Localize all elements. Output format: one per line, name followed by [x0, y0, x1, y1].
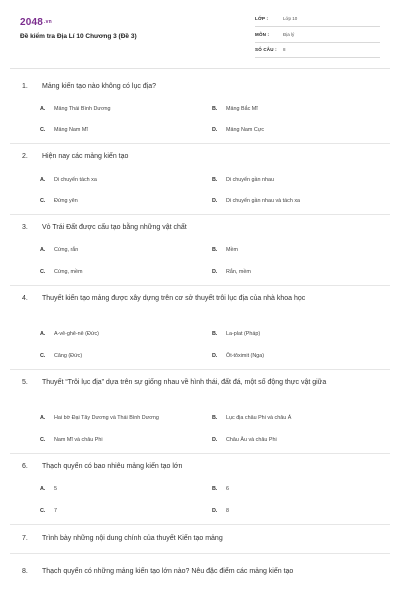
meta-class-row: [255, 14, 380, 27]
option-text: Cứng, mềm: [54, 269, 83, 275]
meta-label: MÔN :: [255, 32, 270, 37]
option-letter: A.: [40, 415, 46, 421]
option-text: Mảng Nam Mĩ: [54, 127, 88, 133]
question-number: 4.: [22, 295, 28, 302]
option-text: Mềm: [226, 247, 238, 253]
option-2b[interactable]: [212, 177, 274, 183]
option-letter: A.: [40, 177, 46, 183]
option-2a[interactable]: [40, 177, 97, 183]
option-2d[interactable]: [212, 198, 300, 204]
option-6b[interactable]: [212, 486, 229, 492]
option-text: Mảng Nam Cực: [226, 127, 265, 133]
meta-subject-row: [255, 30, 380, 43]
option-3c[interactable]: [40, 269, 82, 275]
question-divider: [10, 553, 390, 554]
option-letter: D.: [212, 198, 218, 204]
question-number: 6.: [22, 463, 28, 470]
option-4c[interactable]: [40, 353, 82, 359]
option-letter: D.: [212, 508, 218, 514]
option-1a[interactable]: [40, 106, 111, 112]
option-4d[interactable]: [212, 353, 264, 359]
question-divider: [10, 285, 390, 286]
meta-value: Lớp 10: [283, 16, 298, 21]
option-text: Mảng Bắc Mĩ: [226, 106, 258, 112]
question-divider: [10, 453, 390, 454]
document-title: Đề kiểm tra Địa Lí 10 Chương 3 (Đề 3): [20, 33, 137, 40]
option-5c[interactable]: [40, 437, 103, 443]
option-letter: D.: [212, 437, 218, 443]
question-text: Trình bày những nội dung chính của thuyết Kiến tạo mảng: [42, 535, 223, 542]
question-number: 5.: [22, 379, 28, 386]
question-text: Thạch quyển có những mảng kiến tạo lớn nào? Nêu đặc điểm các mảng kiến tạo: [42, 568, 294, 575]
option-6c[interactable]: [40, 508, 57, 514]
option-text: Căng (Đức): [54, 353, 83, 359]
question-text: Thuyết “Trôi lục địa” dựa trên sự giống nhau về hình thái, đất đá, một số động thực vật giữa: [42, 379, 327, 386]
option-text: Cứng, rắn: [54, 247, 79, 253]
option-text: 8: [226, 508, 229, 514]
option-5b[interactable]: [212, 415, 291, 421]
question-text: Mảng kiến tạo nào không có lục địa?: [42, 83, 157, 90]
question-number: 2.: [22, 153, 28, 160]
option-text: 6: [226, 486, 229, 492]
question-number: 3.: [22, 224, 28, 231]
header-divider: [10, 68, 390, 69]
option-letter: D.: [212, 353, 218, 359]
option-text: Di chuyển gần nhau: [226, 177, 274, 183]
option-letter: C.: [40, 437, 46, 443]
option-letter: C.: [40, 127, 46, 133]
option-text: 5: [54, 486, 57, 492]
option-4a[interactable]: [40, 331, 99, 337]
option-text: Mảng Thái Bình Dương: [54, 106, 111, 112]
header: [0, 0, 400, 70]
question-divider: [10, 214, 390, 215]
option-text: Ôt-tôximit (Nga): [226, 353, 265, 359]
option-text: Lục địa châu Phi và châu Á: [226, 415, 292, 421]
option-letter: D.: [212, 269, 218, 275]
site-logo[interactable]: [20, 17, 52, 28]
option-letter: A.: [40, 247, 46, 253]
question-divider: [10, 369, 390, 370]
option-text: Đứng yên: [54, 198, 78, 204]
option-letter: B.: [212, 415, 218, 421]
option-letter: B.: [212, 486, 218, 492]
option-letter: D.: [212, 127, 218, 133]
option-6d[interactable]: [212, 508, 229, 514]
question-divider: [10, 143, 390, 144]
meta-value: Địa lý: [283, 32, 295, 37]
option-6a[interactable]: [40, 486, 57, 492]
option-text: Di chuyển gần nhau và tách xa: [226, 198, 301, 204]
question-text: Thạch quyển có bao nhiêu mảng kiến tạo lớn: [42, 463, 183, 470]
meta-count-row: [255, 45, 380, 58]
meta-value: 8: [283, 47, 286, 52]
option-letter: B.: [212, 177, 218, 183]
option-text: A-vê-ghê-nê (Đức): [54, 331, 99, 337]
option-4b[interactable]: [212, 331, 260, 337]
option-letter: C.: [40, 198, 46, 204]
question-divider: [10, 524, 390, 525]
question-number: 8.: [22, 568, 28, 575]
option-1b[interactable]: [212, 106, 258, 112]
option-letter: C.: [40, 269, 46, 275]
question-number: 1.: [22, 83, 28, 90]
meta-label: LỚP :: [255, 16, 269, 21]
option-text: Nam Mĩ và châu Phi: [54, 437, 103, 443]
meta-label: SỐ CÂU :: [255, 47, 277, 52]
option-text: 7: [54, 508, 57, 514]
question-text: Hiện nay các mảng kiến tạo: [42, 153, 129, 160]
option-letter: B.: [212, 247, 218, 253]
option-5a[interactable]: [40, 415, 159, 421]
option-text: Hai bờ Đại Tây Dương và Thái Bình Dương: [54, 415, 159, 421]
option-letter: A.: [40, 331, 46, 337]
option-3d[interactable]: [212, 269, 251, 275]
option-text: Châu Âu và châu Phi: [226, 437, 277, 443]
option-text: Rắn, mềm: [226, 269, 251, 275]
option-letter: A.: [40, 106, 46, 112]
option-letter: B.: [212, 106, 218, 112]
option-text: Di chuyển tách xa: [54, 177, 97, 183]
question-text: Thuyết kiến tạo mảng được xây dựng trên cơ sở thuyết trôi lục địa của nhà khoa học: [42, 295, 306, 302]
option-1d[interactable]: [212, 127, 264, 133]
question-number: 7.: [22, 535, 28, 542]
option-3a[interactable]: [40, 247, 78, 253]
option-1c[interactable]: [40, 127, 88, 133]
question-text: Vỏ Trái Đất được cấu tạo bằng những vật chất: [42, 224, 187, 231]
option-3b[interactable]: [212, 247, 238, 253]
option-letter: C.: [40, 353, 46, 359]
logo-main: 2048: [20, 17, 44, 28]
option-letter: B.: [212, 331, 218, 337]
logo-tld: .vn: [44, 19, 52, 26]
option-letter: A.: [40, 486, 46, 492]
option-2c[interactable]: [40, 198, 78, 204]
option-letter: C.: [40, 508, 46, 514]
option-5d[interactable]: [212, 437, 277, 443]
option-text: La-plat (Pháp): [226, 331, 261, 337]
